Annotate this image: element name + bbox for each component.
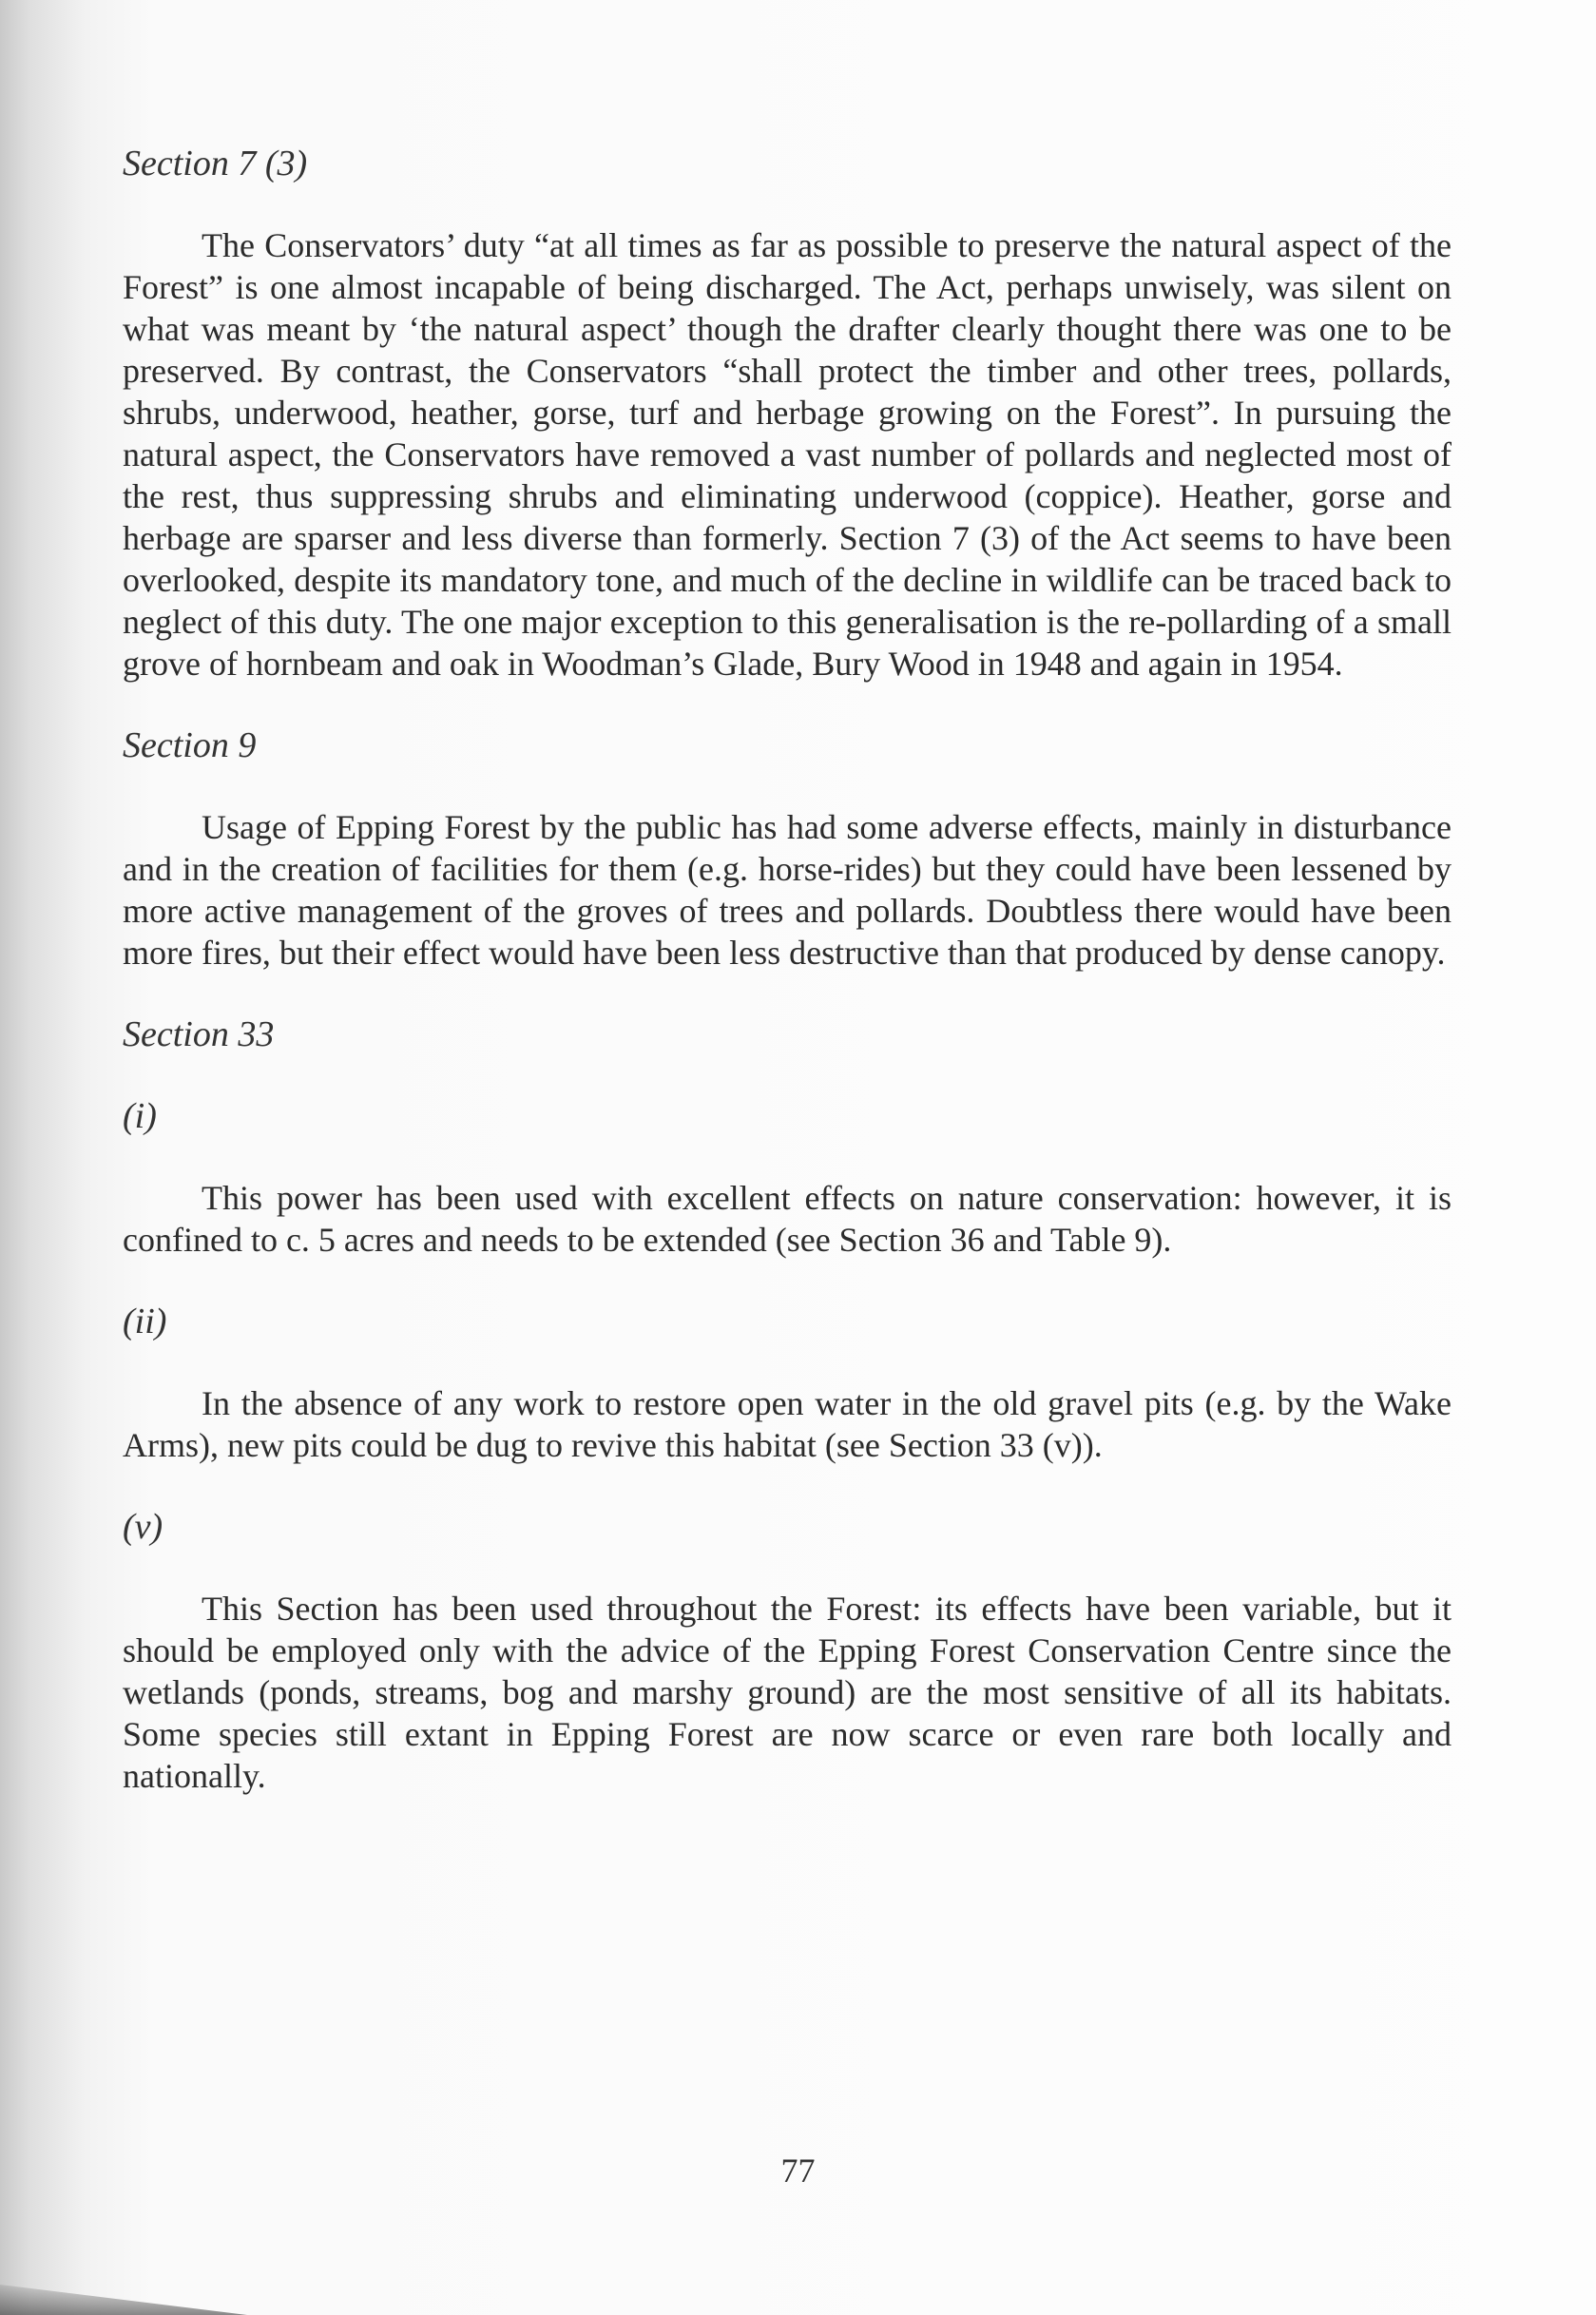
section-7-3 (123, 143, 1452, 685)
page-number: 77 (780, 2151, 816, 2190)
section-heading: Section 33 (123, 1014, 275, 1054)
section-9 (123, 724, 1452, 974)
page-content (123, 143, 1452, 1837)
section-heading: Section 9 (123, 725, 257, 765)
subsection-i (123, 1095, 1452, 1261)
scan-shadow (0, 2277, 247, 2315)
subsection-heading: (v) (123, 1507, 163, 1547)
section-paragraph: In the absence of any work to restore open water in the old gravel pits (e.g. by the Wake Arms), new pits could be dug to revive this habitat (see Section 33 (v)). (123, 1384, 1452, 1464)
section-paragraph: This Section has been used throughout the Forest: its effects have been variable, but it should be employed only with the advice of the Epping Forest Conservation Centre since the wetlands (ponds, streams, bog and marshy ground) are the most sensitive of all its habitats. Some species still extant in Epping Forest are now scarce or even rare both locally and nationally. (123, 1590, 1452, 1795)
section-33 (123, 1013, 1452, 1055)
section-paragraph: Usage of Epping Forest by the public has had some adverse effects, mainly in disturbance and in the creation of facilities for them (e.g. horse-rides) but they could have been lessened by more active management of the groves of trees and pollards. Doubtless there would have been more fires, but their effect would have been less destructive than that produced by dense canopy. (123, 808, 1452, 972)
section-paragraph: This power has been used with excellent effects on nature conservation: however, it is confined to c. 5 acres and needs to be extended (see Section 36 and Table 9). (123, 1179, 1452, 1259)
subsection-v (123, 1506, 1452, 1797)
section-paragraph: The Conservators’ duty “at all times as far as possible to preserve the natural aspect of the Forest” is one almost incapable of being discharged. The Act, perhaps unwisely, was silent on what was meant by ‘the natural aspect’ though the drafter clearly thought there was one to be preserved. By contrast, the Conservators “shall protect the timber and other trees, pollards, shrubs, underwood, heather, gorse, turf and herbage growing on the Forest”. In pursuing the natural aspect, the Conservators have removed a vast number of pollards and neglected most of the rest, thus suppressing shrubs and eliminating underwood (coppice). Heather, gorse and herbage are sparser and less diverse than formerly. Section 7 (3) of the Act seems to have been overlooked, despite its mandatory tone, and much of the decline in wildlife can be traced back to neglect of this duty. The one major exception to this generalisation is the re-pollarding of a small grove of hornbeam and oak in Woodman’s Glade, Bury Wood in 1948 and again in 1954. (123, 226, 1452, 683)
subsection-ii (123, 1301, 1452, 1466)
subsection-heading: (ii) (123, 1302, 167, 1341)
subsection-heading: (i) (123, 1096, 157, 1136)
section-heading: Section 7 (3) (123, 144, 308, 183)
